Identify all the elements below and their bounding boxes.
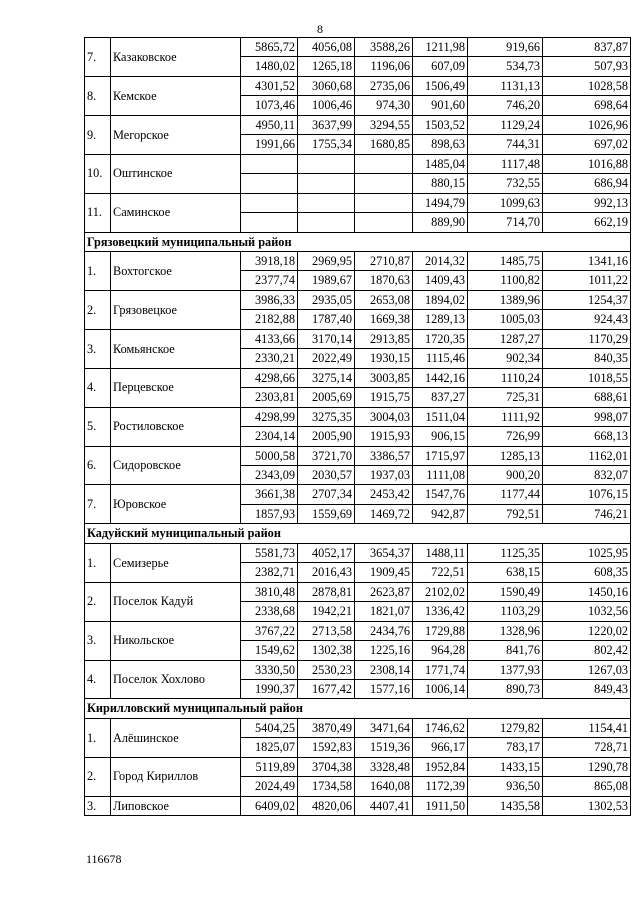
row-number: 6. — [85, 446, 111, 485]
value-cell: 1592,83 — [298, 738, 355, 757]
value-cell — [298, 174, 355, 193]
table-row — [85, 796, 631, 815]
value-cell: 1771,74 — [413, 660, 468, 679]
row-number: 3. — [85, 796, 111, 815]
value-cell: 1115,46 — [413, 349, 468, 368]
value-cell: 936,50 — [468, 777, 543, 796]
table-row — [85, 76, 631, 95]
settlement-name: Мегорское — [111, 115, 241, 154]
value-cell: 3637,99 — [298, 115, 355, 134]
district-title: Кирилловский муниципальный район — [85, 699, 631, 718]
value-cell: 3275,35 — [298, 407, 355, 426]
value-cell: 3870,49 — [298, 718, 355, 737]
value-cell: 919,66 — [468, 38, 543, 57]
value-cell: 662,19 — [543, 213, 631, 232]
value-cell: 608,35 — [543, 563, 631, 582]
value-cell: 1942,21 — [298, 602, 355, 621]
value-cell: 1162,01 — [543, 446, 631, 465]
value-cell: 638,15 — [468, 563, 543, 582]
value-cell — [355, 174, 413, 193]
table-row — [85, 154, 631, 173]
value-cell: 1989,67 — [298, 271, 355, 290]
value-cell: 1450,16 — [543, 582, 631, 601]
value-cell: 942,87 — [413, 504, 468, 523]
value-cell: 1409,43 — [413, 271, 468, 290]
value-cell: 2014,32 — [413, 251, 468, 270]
value-cell: 1177,44 — [468, 485, 543, 504]
value-cell: 686,94 — [543, 174, 631, 193]
value-cell: 2022,49 — [298, 349, 355, 368]
document-code: 116678 — [86, 852, 122, 866]
value-cell: 5119,89 — [241, 757, 298, 776]
table-row — [85, 193, 631, 212]
value-cell: 1220,02 — [543, 621, 631, 640]
row-number: 7. — [85, 38, 111, 77]
value-cell: 1016,88 — [543, 154, 631, 173]
value-cell: 725,31 — [468, 388, 543, 407]
value-cell: 837,27 — [413, 388, 468, 407]
value-cell: 1117,48 — [468, 154, 543, 173]
value-cell: 2016,43 — [298, 563, 355, 582]
value-cell: 1930,15 — [355, 349, 413, 368]
settlement-name: Липовское — [111, 796, 241, 815]
value-cell: 3661,38 — [241, 485, 298, 504]
row-number: 1. — [85, 543, 111, 582]
table-row — [85, 329, 631, 348]
value-cell: 1289,13 — [413, 310, 468, 329]
value-cell: 880,15 — [413, 174, 468, 193]
value-cell: 1870,63 — [355, 271, 413, 290]
value-cell: 900,20 — [468, 465, 543, 484]
settlement-name: Город Кириллов — [111, 757, 241, 796]
value-cell: 688,61 — [543, 388, 631, 407]
value-cell: 1028,58 — [543, 76, 631, 95]
table-row — [85, 38, 631, 57]
value-cell: 746,21 — [543, 504, 631, 523]
settlement-name: Семизерье — [111, 543, 241, 582]
table-row — [85, 290, 631, 309]
value-cell — [355, 213, 413, 232]
value-cell: 1746,62 — [413, 718, 468, 737]
value-cell: 1285,13 — [468, 446, 543, 465]
value-cell: 746,20 — [468, 96, 543, 115]
value-cell: 1103,29 — [468, 602, 543, 621]
settlement-name: Вохтогское — [111, 251, 241, 290]
table-row — [85, 543, 631, 562]
value-cell: 966,17 — [413, 738, 468, 757]
value-cell: 998,07 — [543, 407, 631, 426]
value-cell: 1485,75 — [468, 251, 543, 270]
value-cell: 1129,24 — [468, 115, 543, 134]
value-cell: 783,17 — [468, 738, 543, 757]
value-cell: 1025,95 — [543, 543, 631, 562]
row-number: 3. — [85, 621, 111, 660]
value-cell: 3654,37 — [355, 543, 413, 562]
value-cell: 2377,74 — [241, 271, 298, 290]
value-cell: 2308,14 — [355, 660, 413, 679]
value-cell — [355, 154, 413, 173]
value-cell: 901,60 — [413, 96, 468, 115]
value-cell: 3704,38 — [298, 757, 355, 776]
value-cell: 2653,08 — [355, 290, 413, 309]
value-cell: 1952,84 — [413, 757, 468, 776]
value-cell: 1254,37 — [543, 290, 631, 309]
value-cell: 889,90 — [413, 213, 468, 232]
value-cell: 6409,02 — [241, 796, 298, 815]
settlement-name: Ростиловское — [111, 407, 241, 446]
value-cell: 1937,03 — [355, 465, 413, 484]
value-cell: 1915,75 — [355, 388, 413, 407]
value-cell: 1011,22 — [543, 271, 631, 290]
value-cell: 2182,88 — [241, 310, 298, 329]
settlement-name: Никольское — [111, 621, 241, 660]
value-cell: 1328,96 — [468, 621, 543, 640]
settlement-name: Алёшинское — [111, 718, 241, 757]
value-cell: 1469,72 — [355, 504, 413, 523]
value-cell: 4407,41 — [355, 796, 413, 815]
row-number: 8. — [85, 76, 111, 115]
value-cell: 1302,38 — [298, 641, 355, 660]
value-cell: 974,30 — [355, 96, 413, 115]
value-cell: 1032,56 — [543, 602, 631, 621]
value-cell: 3767,22 — [241, 621, 298, 640]
value-cell: 2935,05 — [298, 290, 355, 309]
value-cell: 714,70 — [468, 213, 543, 232]
value-cell: 668,13 — [543, 427, 631, 446]
value-cell: 1433,15 — [468, 757, 543, 776]
row-number: 1. — [85, 718, 111, 757]
value-cell: 1225,16 — [355, 641, 413, 660]
value-cell: 1125,35 — [468, 543, 543, 562]
value-cell: 1494,79 — [413, 193, 468, 212]
tariff-table — [84, 37, 631, 816]
value-cell: 4298,99 — [241, 407, 298, 426]
settlement-name: Казаковское — [111, 38, 241, 77]
value-cell: 2530,23 — [298, 660, 355, 679]
value-cell — [298, 154, 355, 173]
row-number: 11. — [85, 193, 111, 232]
value-cell: 2735,06 — [355, 76, 413, 95]
value-cell: 2382,71 — [241, 563, 298, 582]
row-number: 5. — [85, 407, 111, 446]
value-cell: 1511,04 — [413, 407, 468, 426]
value-cell: 5000,58 — [241, 446, 298, 465]
value-cell: 1669,38 — [355, 310, 413, 329]
value-cell: 3986,33 — [241, 290, 298, 309]
value-cell: 2913,85 — [355, 329, 413, 348]
value-cell: 4052,17 — [298, 543, 355, 562]
row-number: 4. — [85, 368, 111, 407]
value-cell: 1389,96 — [468, 290, 543, 309]
value-cell: 898,63 — [413, 135, 468, 154]
value-cell: 1073,46 — [241, 96, 298, 115]
value-cell — [241, 174, 298, 193]
value-cell: 3471,64 — [355, 718, 413, 737]
value-cell: 2005,69 — [298, 388, 355, 407]
value-cell: 697,02 — [543, 135, 631, 154]
value-cell: 4820,06 — [298, 796, 355, 815]
value-cell: 2343,09 — [241, 465, 298, 484]
value-cell: 5581,73 — [241, 543, 298, 562]
value-cell: 698,64 — [543, 96, 631, 115]
value-cell: 2623,87 — [355, 582, 413, 601]
value-cell: 1196,06 — [355, 57, 413, 76]
value-cell: 2434,76 — [355, 621, 413, 640]
value-cell: 792,51 — [468, 504, 543, 523]
value-cell: 3170,14 — [298, 329, 355, 348]
settlement-name: Юровское — [111, 485, 241, 524]
value-cell: 1170,29 — [543, 329, 631, 348]
value-cell: 1503,52 — [413, 115, 468, 134]
table-row — [85, 485, 631, 504]
value-cell: 849,43 — [543, 679, 631, 698]
value-cell: 5404,25 — [241, 718, 298, 737]
value-cell: 3721,70 — [298, 446, 355, 465]
value-cell: 890,73 — [468, 679, 543, 698]
value-cell: 1287,27 — [468, 329, 543, 348]
settlement-name: Оштинское — [111, 154, 241, 193]
value-cell: 3003,85 — [355, 368, 413, 387]
value-cell: 3918,18 — [241, 251, 298, 270]
value-cell: 732,55 — [468, 174, 543, 193]
value-cell: 3386,57 — [355, 446, 413, 465]
district-row — [85, 524, 631, 543]
value-cell: 1894,02 — [413, 290, 468, 309]
value-cell: 1909,45 — [355, 563, 413, 582]
value-cell: 841,76 — [468, 641, 543, 660]
value-cell: 3810,48 — [241, 582, 298, 601]
value-cell: 1755,34 — [298, 135, 355, 154]
value-cell: 1006,14 — [413, 679, 468, 698]
value-cell — [298, 213, 355, 232]
value-cell: 1559,69 — [298, 504, 355, 523]
table-row — [85, 115, 631, 134]
value-cell: 534,73 — [468, 57, 543, 76]
value-cell: 1099,63 — [468, 193, 543, 212]
value-cell: 3330,50 — [241, 660, 298, 679]
table-row — [85, 446, 631, 465]
value-cell: 1435,58 — [468, 796, 543, 815]
value-cell: 906,15 — [413, 427, 468, 446]
row-number: 2. — [85, 290, 111, 329]
table-row — [85, 621, 631, 640]
value-cell: 744,31 — [468, 135, 543, 154]
settlement-name: Поселок Хохлово — [111, 660, 241, 699]
value-cell: 1787,40 — [298, 310, 355, 329]
settlement-name: Грязовецкое — [111, 290, 241, 329]
value-cell: 2102,02 — [413, 582, 468, 601]
value-cell: 507,93 — [543, 57, 631, 76]
value-cell: 1100,82 — [468, 271, 543, 290]
value-cell: 1911,50 — [413, 796, 468, 815]
value-cell: 607,09 — [413, 57, 468, 76]
value-cell: 3294,55 — [355, 115, 413, 134]
value-cell: 2030,57 — [298, 465, 355, 484]
value-cell: 3060,68 — [298, 76, 355, 95]
value-cell: 3004,03 — [355, 407, 413, 426]
value-cell — [355, 193, 413, 212]
value-cell: 1302,53 — [543, 796, 631, 815]
value-cell: 802,42 — [543, 641, 631, 660]
value-cell: 2005,90 — [298, 427, 355, 446]
district-title: Грязовецкий муниципальный район — [85, 232, 631, 251]
value-cell: 1265,18 — [298, 57, 355, 76]
value-cell: 1442,16 — [413, 368, 468, 387]
value-cell: 2707,34 — [298, 485, 355, 504]
value-cell: 902,34 — [468, 349, 543, 368]
value-cell: 992,13 — [543, 193, 631, 212]
value-cell: 1480,02 — [241, 57, 298, 76]
value-cell: 924,43 — [543, 310, 631, 329]
value-cell: 1341,16 — [543, 251, 631, 270]
value-cell: 2330,21 — [241, 349, 298, 368]
value-cell: 1006,46 — [298, 96, 355, 115]
settlement-name: Кемское — [111, 76, 241, 115]
value-cell: 1154,41 — [543, 718, 631, 737]
value-cell: 1577,16 — [355, 679, 413, 698]
row-number: 9. — [85, 115, 111, 154]
value-cell: 1279,82 — [468, 718, 543, 737]
value-cell: 837,87 — [543, 38, 631, 57]
table-row — [85, 407, 631, 426]
value-cell: 1211,98 — [413, 38, 468, 57]
value-cell: 1729,88 — [413, 621, 468, 640]
value-cell: 1076,15 — [543, 485, 631, 504]
value-cell: 1519,36 — [355, 738, 413, 757]
value-cell — [298, 193, 355, 212]
value-cell: 1720,35 — [413, 329, 468, 348]
row-number: 1. — [85, 251, 111, 290]
value-cell: 3275,14 — [298, 368, 355, 387]
value-cell: 728,71 — [543, 738, 631, 757]
value-cell: 1677,42 — [298, 679, 355, 698]
value-cell: 840,35 — [543, 349, 631, 368]
row-number: 3. — [85, 329, 111, 368]
value-cell: 865,08 — [543, 777, 631, 796]
row-number: 7. — [85, 485, 111, 524]
value-cell: 1488,11 — [413, 543, 468, 562]
value-cell: 1990,37 — [241, 679, 298, 698]
value-cell: 2024,49 — [241, 777, 298, 796]
settlement-name: Комьянское — [111, 329, 241, 368]
value-cell: 1110,24 — [468, 368, 543, 387]
value-cell: 964,28 — [413, 641, 468, 660]
value-cell: 1715,97 — [413, 446, 468, 465]
row-number: 4. — [85, 660, 111, 699]
value-cell: 1640,08 — [355, 777, 413, 796]
page-number: 8 — [317, 22, 323, 36]
settlement-name: Поселок Кадуй — [111, 582, 241, 621]
value-cell: 1267,03 — [543, 660, 631, 679]
value-cell: 1131,13 — [468, 76, 543, 95]
value-cell: 1549,62 — [241, 641, 298, 660]
value-cell: 2710,87 — [355, 251, 413, 270]
value-cell: 832,07 — [543, 465, 631, 484]
value-cell — [241, 213, 298, 232]
table-row — [85, 718, 631, 737]
value-cell: 1506,49 — [413, 76, 468, 95]
value-cell: 1026,96 — [543, 115, 631, 134]
value-cell: 1680,85 — [355, 135, 413, 154]
value-cell: 4301,52 — [241, 76, 298, 95]
value-cell — [241, 193, 298, 212]
value-cell: 1290,78 — [543, 757, 631, 776]
value-cell: 1111,92 — [468, 407, 543, 426]
table-row — [85, 757, 631, 776]
value-cell: 4056,08 — [298, 38, 355, 57]
value-cell: 1336,42 — [413, 602, 468, 621]
value-cell: 2878,81 — [298, 582, 355, 601]
value-cell: 2713,58 — [298, 621, 355, 640]
value-cell: 726,99 — [468, 427, 543, 446]
value-cell — [241, 154, 298, 173]
value-cell: 2969,95 — [298, 251, 355, 270]
value-cell: 2453,42 — [355, 485, 413, 504]
value-cell: 1915,93 — [355, 427, 413, 446]
value-cell: 3328,48 — [355, 757, 413, 776]
value-cell: 1991,66 — [241, 135, 298, 154]
value-cell: 722,51 — [413, 563, 468, 582]
value-cell: 1111,08 — [413, 465, 468, 484]
settlement-name: Перцевское — [111, 368, 241, 407]
value-cell: 5865,72 — [241, 38, 298, 57]
row-number: 10. — [85, 154, 111, 193]
value-cell: 1821,07 — [355, 602, 413, 621]
value-cell: 2303,81 — [241, 388, 298, 407]
table-row — [85, 660, 631, 679]
value-cell: 1547,76 — [413, 485, 468, 504]
value-cell: 1825,07 — [241, 738, 298, 757]
settlement-name: Саминское — [111, 193, 241, 232]
row-number: 2. — [85, 582, 111, 621]
value-cell: 4298,66 — [241, 368, 298, 387]
value-cell: 1005,03 — [468, 310, 543, 329]
district-title: Кадуйский муниципальный район — [85, 524, 631, 543]
value-cell: 1734,58 — [298, 777, 355, 796]
value-cell: 1172,39 — [413, 777, 468, 796]
value-cell: 1377,93 — [468, 660, 543, 679]
value-cell: 1018,55 — [543, 368, 631, 387]
district-row — [85, 699, 631, 718]
district-row — [85, 232, 631, 251]
row-number: 2. — [85, 757, 111, 796]
value-cell: 1857,93 — [241, 504, 298, 523]
table-row — [85, 251, 631, 270]
value-cell: 4950,11 — [241, 115, 298, 134]
value-cell: 1485,04 — [413, 154, 468, 173]
table-row — [85, 368, 631, 387]
value-cell: 2338,68 — [241, 602, 298, 621]
settlement-name: Сидоровское — [111, 446, 241, 485]
table-row — [85, 582, 631, 601]
value-cell: 4133,66 — [241, 329, 298, 348]
value-cell: 1590,49 — [468, 582, 543, 601]
value-cell: 2304,14 — [241, 427, 298, 446]
value-cell: 3588,26 — [355, 38, 413, 57]
